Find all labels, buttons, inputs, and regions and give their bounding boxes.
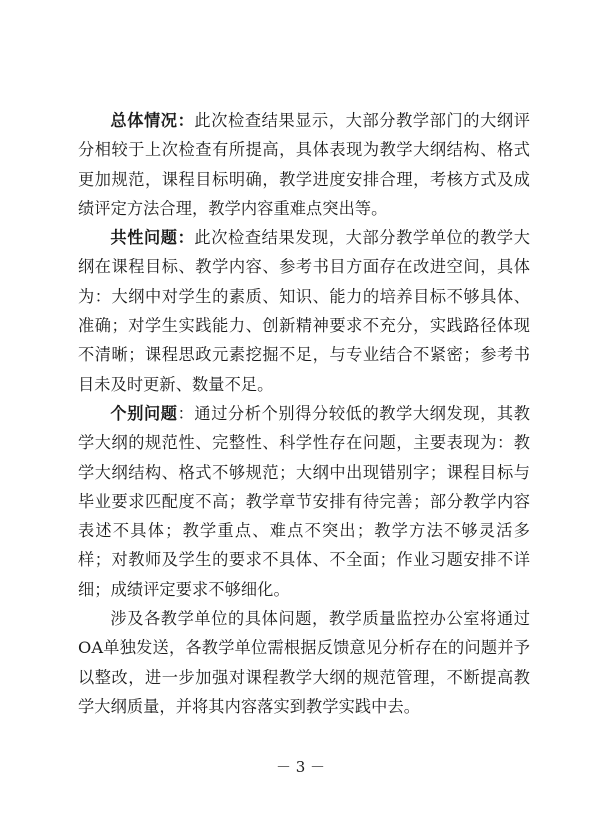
paragraph-common-issues: [78, 223, 530, 399]
paragraph-lead: 共性问题：: [110, 228, 195, 248]
paragraph-text: 此次检查结果发现，大部分教学单位的教学大纲在课程目标、教学内容、参考书目方面存在改进空间，具体为：大纲中对学生的素质、知识、能力的培养目标不够具体、准确；对学生实践能力、创新精神要求不充分，实践路径体现不清晰；课程思政元素挖掘不足，与专业结合不紧密；参考书目未及时更新、数量不足。: [78, 228, 531, 394]
paragraph-lead: 总体情况：: [110, 111, 195, 130]
paragraph-text: 此次检查结果显示，大部分教学部门的大纲评分相较于上次检查有所提高，具体表现为教学大纲结构、格式更加规范，课程目标明确，教学进度安排合理，考核方式及成绩评定方法合理，教学内容重难点突出等。: [78, 111, 531, 218]
paragraph-overall: [78, 106, 530, 223]
page-number: － 3 －: [275, 758, 326, 776]
paragraph-text: 涉及各教学单位的具体问题，教学质量监控办公室将通过OA单独发送，各教学单位需根据反馈意见分析存在的问题并予以整改，进一步加强对课程教学大纲的规范管理，不断提高教学大纲质量，并将其内容落实到教学实践中去。: [78, 609, 530, 716]
paragraph-followup: [78, 604, 530, 721]
document-body: [78, 106, 530, 721]
paragraph-text: ：通过分析个别得分较低的教学大纲发现，其教学大纲的规范性、完整性、科学性存在问题，主要表现为：教学大纲结构、格式不够规范；大纲中出现错别字；课程目标与毕业要求匹配度不高；教学章节安排有待完善；部分教学内容表述不具体；教学重点、难点不突出；教学方法不够灵活多样；对教师及学生的要求不具体、不全面；作业习题安排不详细；成绩评定要求不够细化。: [78, 403, 530, 599]
paragraph-individual-issues: [78, 399, 530, 604]
paragraph-lead: 个别问题: [110, 403, 178, 423]
